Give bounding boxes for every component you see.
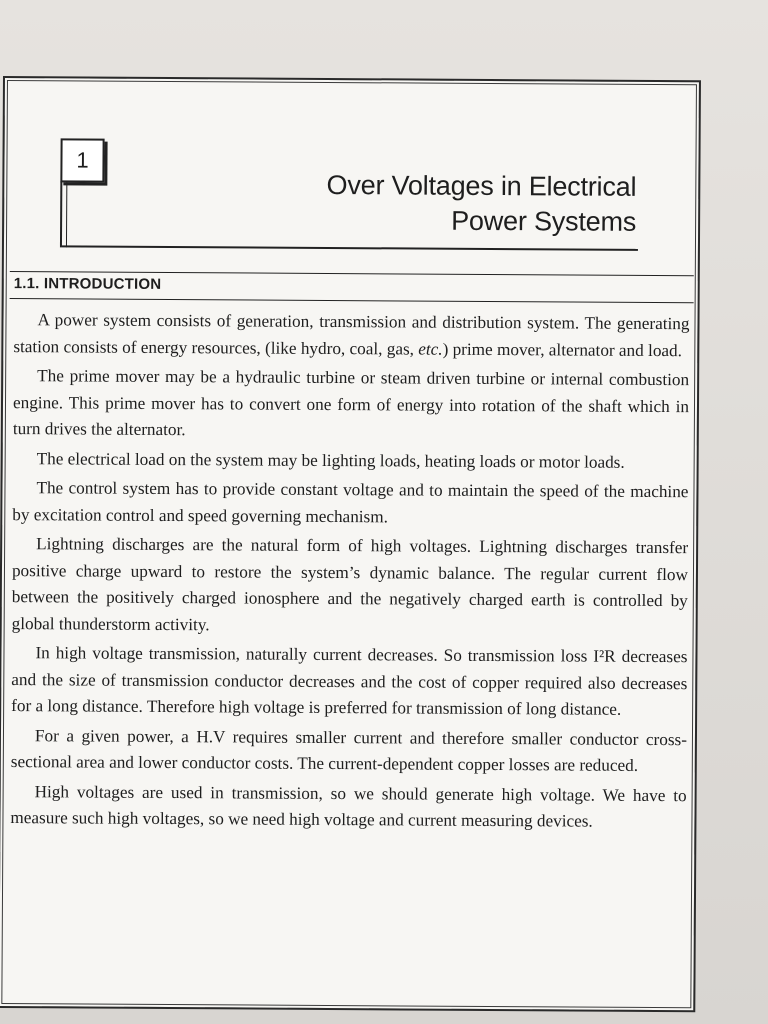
chapter-number-box (60, 138, 104, 182)
paragraph-1-part-b: ) prime mover, alternator and load. (442, 339, 683, 360)
paragraph-7: For a given power, a H.V requires smaller current and therefore smaller conductor cross-sectional area and lower conductor costs. The current-dependent copper losses are reduced. (10, 725, 688, 775)
chapter-title-rule (62, 245, 638, 251)
section-heading: 1.1. INTRODUCTION (13, 275, 162, 293)
paragraph-2: The prime mover may be a hydraulic turbine or steam driven turbine or internal combustion engine. This prime mover has to convert one form of energy into rotation of the shaft which in turn drives the alternator. (12, 366, 690, 440)
book-page (0, 76, 701, 1012)
paragraph-8: High voltages are used in transmission, so we should generate high voltage. We have to measure such high voltages, so we need high voltage and current measuring devices. (10, 781, 687, 831)
chapter-title-line-1: Over Voltages in Electrical (326, 169, 637, 202)
chapter-title (176, 167, 636, 240)
section-heading-bar (10, 271, 694, 303)
chapter-title-line-2: Power Systems (451, 205, 637, 237)
paragraph-1-part-a: A power system consists of generation, transmission and distribution system. The generating station consists of energy resources, (like hydro, coal, gas, (13, 310, 690, 359)
paragraph-1 (13, 307, 689, 364)
paragraph-5: Lightning discharges are the natural form of high voltages. Lightning discharges transfer positive charge upward to restore the system’s dynamic balance. The regular current flow between the positively charged ionosphere and the negatively charged earth is controlled by global thunderstorm activity. (11, 534, 689, 634)
paragraph-6: In high voltage transmission, naturally current decreases. So transmission loss I²R decreases and the size of transmission conductor decreases and the cost of copper required also decreases for a long distance. Therefore high voltage is preferred for transmission of long distance. (11, 643, 688, 719)
body-text (10, 307, 689, 839)
paragraph-4: The control system has to provide constant voltage and to maintain the speed of the machine by excitation control and speed governing mechanism. (12, 478, 689, 526)
chapter-number: 1 (76, 147, 89, 173)
chapter-box-stem (60, 181, 67, 247)
paragraph-3: The electrical load on the system may be lighting loads, heating loads or motor loads. (36, 448, 625, 472)
paragraph-1-italic: etc. (418, 339, 443, 359)
